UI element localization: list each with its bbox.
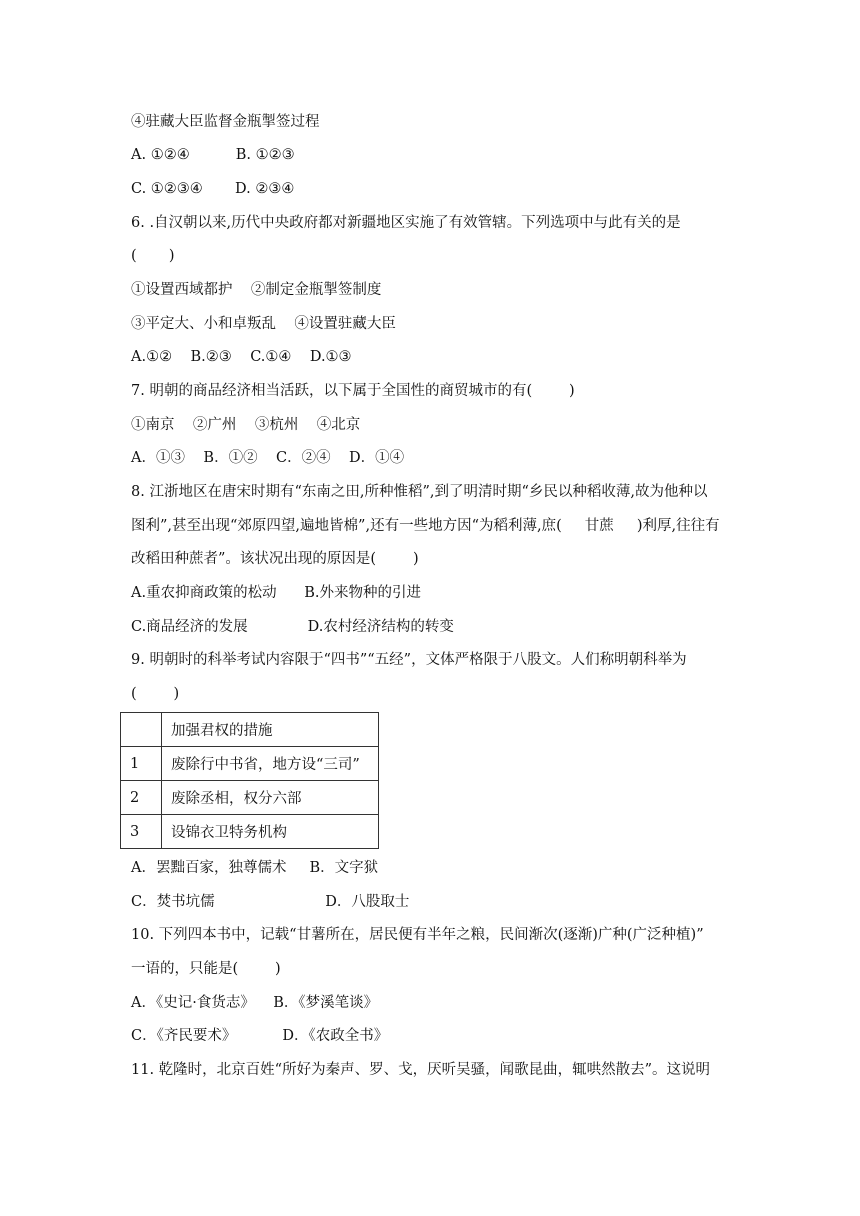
option-line: A.①② B.②③ C.①④ D.①③ bbox=[131, 349, 352, 365]
option-line: A．《史记·食货志》 B．《梦溪笔谈》 bbox=[131, 995, 379, 1011]
table-cell: 废除丞相，权分六部 bbox=[162, 781, 379, 815]
answer-blank: ( ) bbox=[131, 686, 180, 702]
question-9-text: 9. 明朝时的科举考试内容限于“四书”“五经”，文体严格限于八股文。人们称明朝科举为 bbox=[131, 652, 687, 668]
table-header-cell: 加强君权的措施 bbox=[162, 713, 379, 747]
measures-table bbox=[120, 712, 379, 849]
option-line: A. ①②④ B. ①②③ bbox=[131, 147, 295, 163]
question-10-text: 一语的，只能是( ) bbox=[131, 961, 281, 977]
table-cell bbox=[121, 713, 162, 747]
question-8-text: 8. 江浙地区在唐宋时期有“东南之田,所种惟稻”,到了明清时期“乡民以种稻收薄,故为他种以 bbox=[131, 484, 708, 500]
table-row bbox=[121, 747, 379, 781]
table-cell: 1 bbox=[121, 747, 162, 781]
option-line: C. ①②③④ D. ②③④ bbox=[131, 181, 295, 197]
question-8-text: 图利”,甚至出现“郊原四望,遍地皆棉”,还有一些地方因“为稻利薄,庶( 甘蔗 )利厚,往往有 bbox=[131, 518, 720, 534]
table-row bbox=[121, 781, 379, 815]
question-7-text: 7. 明朝的商品经济相当活跃，以下属于全国性的商贸城市的有( ) bbox=[131, 383, 575, 399]
question-10-text: 10. 下列四本书中，记载“甘薯所在，居民便有半年之粮，民间渐次(逐渐)广种(广泛种植)” bbox=[131, 927, 704, 943]
question-6-text: 6. .自汉朝以来,历代中央政府都对新疆地区实施了有效管辖。下列选项中与此有关的是 bbox=[131, 215, 681, 231]
option-line: A.重农抑商政策的松动 B.外来物种的引进 bbox=[131, 585, 421, 601]
option-line: C．《齐民要术》 D．《农政全书》 bbox=[131, 1028, 389, 1044]
table-row bbox=[121, 713, 379, 747]
table-cell: 废除行中书省，地方设“三司” bbox=[162, 747, 379, 781]
option-line: A．罢黜百家，独尊儒术 B．文字狱 bbox=[131, 860, 379, 876]
option-line: ①设置西域都护 ②制定金瓶掣签制度 bbox=[131, 282, 382, 298]
table-cell: 3 bbox=[121, 815, 162, 849]
table-row bbox=[121, 815, 379, 849]
table-cell: 设锦衣卫特务机构 bbox=[162, 815, 379, 849]
option-line: ①南京 ②广州 ③杭州 ④北京 bbox=[131, 417, 361, 433]
option-line: C．焚书坑儒 D．八股取士 bbox=[131, 894, 410, 910]
option-line: ③平定大、小和卓叛乱 ④设置驻藏大臣 bbox=[131, 316, 396, 332]
question-11-text: 11. 乾隆时，北京百姓“所好为秦声、罗、戈，厌听吴骚，闻歌昆曲，辄哄然散去”。这说明 bbox=[131, 1062, 710, 1078]
option-line: C.商品经济的发展 D.农村经济结构的转变 bbox=[131, 619, 454, 635]
option-line: A．①③ B．①② C．②④ D．①④ bbox=[131, 450, 405, 466]
question-8-text: 改稻田种蔗者”。该状况出现的原因是( ) bbox=[131, 551, 419, 567]
option-line: ④驻藏大臣监督金瓶掣签过程 bbox=[131, 114, 320, 130]
answer-blank: ( ) bbox=[131, 248, 175, 264]
table-cell: 2 bbox=[121, 781, 162, 815]
